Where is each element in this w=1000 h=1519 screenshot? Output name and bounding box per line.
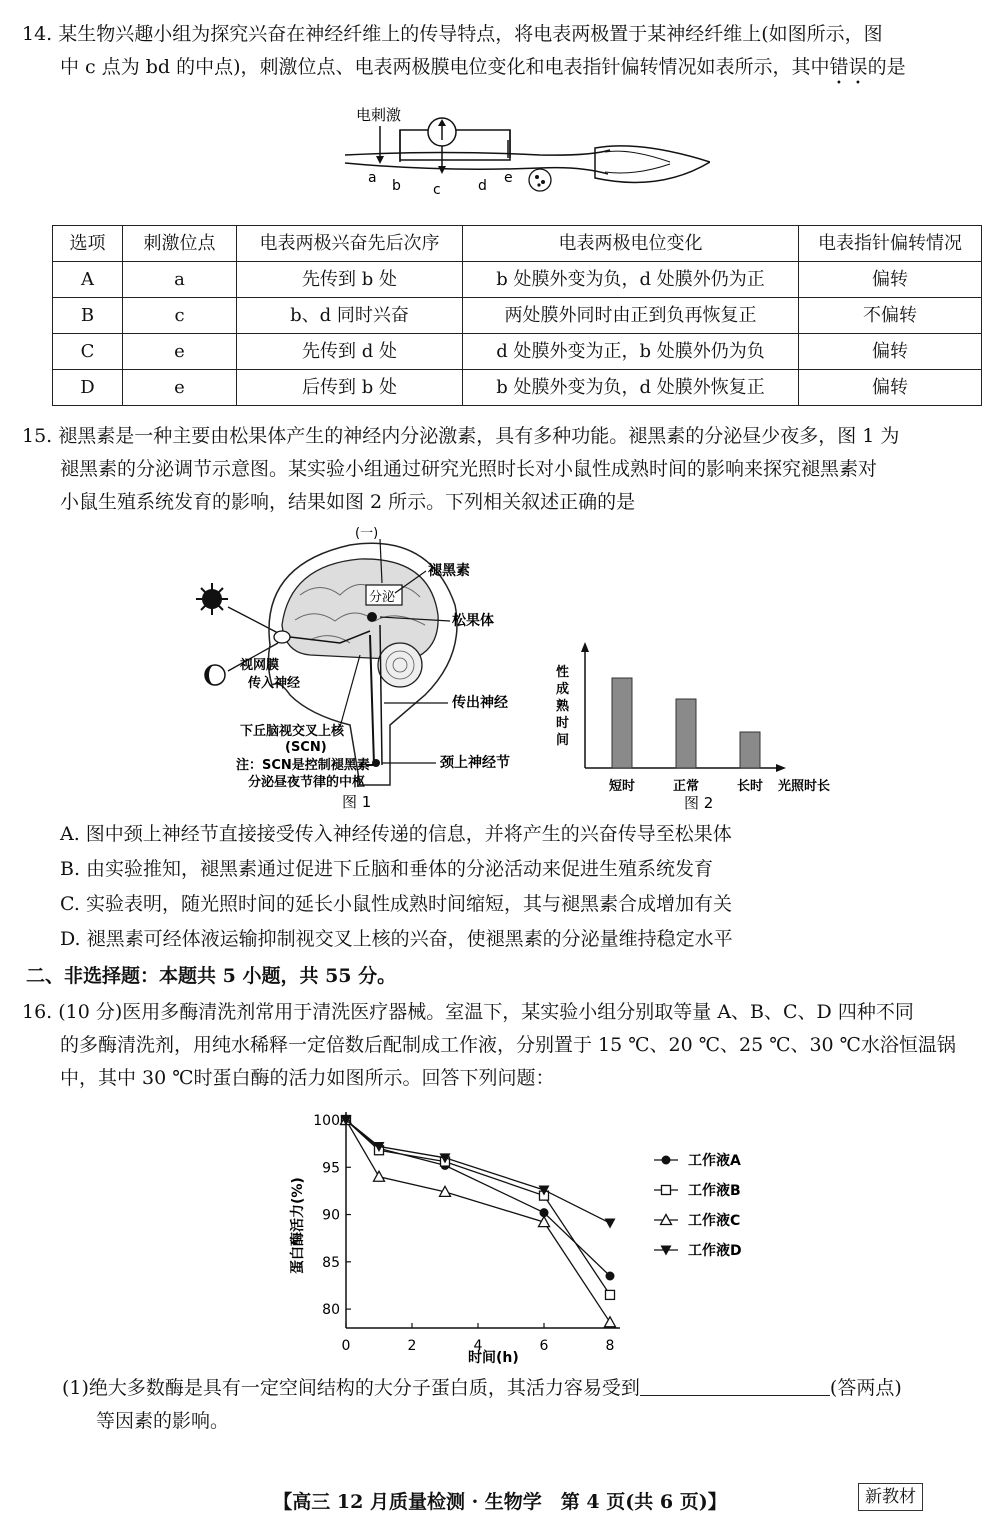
table-cell: c: [123, 298, 237, 334]
question-16: [22, 996, 982, 1095]
legend-label: 工作液A: [688, 1153, 741, 1169]
data-point: [605, 1219, 616, 1229]
ylabel-char: 间: [556, 733, 570, 748]
bar-短时: [612, 678, 632, 768]
table-cell: 先传到 b 处: [237, 262, 463, 298]
table-header: 选项: [53, 226, 123, 262]
table-header: 电表指针偏转情况: [799, 226, 982, 262]
figure-1-brain: [190, 525, 530, 810]
table-row: [53, 334, 982, 370]
table-row: [53, 262, 982, 298]
x-tick-label: 8: [605, 1338, 615, 1354]
option-b: B. 由实验推知，褪黑素通过促进下丘脑和垂体的分泌活动来促进生殖系统发育: [60, 858, 714, 880]
legend-item: [654, 1182, 741, 1199]
q16-sub-1: [62, 1372, 982, 1438]
q16-sub1-line2: 等因素的影响。: [96, 1410, 230, 1432]
q14-line1: 14. 某生物兴趣小组为探究兴奋在神经纤维上的传导特点，将电表两极置于某神经纤维上(如图所示，图: [22, 23, 883, 45]
data-point: [606, 1272, 615, 1281]
table-header: 电表两极兴奋先后次序: [237, 226, 463, 262]
table-cell: 偏转: [799, 334, 982, 370]
pineal-gland: [367, 612, 377, 622]
q16-line1: 16. (10 分)医用多酶清洗剂常用于清洗医疗器械。室温下，某实验小组分别取等量 A、B、C、D 四种不同: [22, 1001, 914, 1023]
data-point: [605, 1317, 616, 1327]
table-header: 刺激位点: [123, 226, 237, 262]
table-cell: e: [123, 334, 237, 370]
table-cell: b 处膜外变为负，d 处膜外仍为正: [463, 262, 799, 298]
table-cell: 不偏转: [799, 298, 982, 334]
table-cell: e: [123, 370, 237, 406]
q16-line2: 的多酶清洗剂，用纯水稀释一定倍数后配制成工作液，分别置于 15 ℃、20 ℃、25 ℃、30 ℃水浴恒温锅: [60, 1034, 956, 1056]
chart-ylabel-text: 蛋白酶活力(%): [290, 1177, 306, 1274]
label-ganglion: 颈上神经节: [440, 755, 510, 771]
stimulus-label: 电刺激: [356, 106, 402, 124]
ylabel-char: 性: [556, 665, 570, 680]
table-cell: A: [53, 262, 123, 298]
nerve-fiber-figure: [340, 100, 710, 210]
chart-xlabel: 时间(h): [468, 1350, 519, 1366]
label-pineal: 松果体: [452, 613, 494, 629]
series-工作液D: [341, 1116, 616, 1229]
question-15: [22, 420, 982, 519]
figure-2-xlabel: 光照时长: [778, 779, 831, 794]
label-note-1: 注：SCN是控制褪黑素: [236, 758, 370, 773]
label-melatonin: 褪黑素: [428, 563, 470, 579]
table-cell: b 处膜外变为负，d 处膜外恢复正: [463, 370, 799, 406]
table-cell: 先传到 d 处: [237, 334, 463, 370]
ylabel-char: 成: [556, 682, 570, 697]
y-tick-label: 100: [313, 1113, 340, 1129]
y-tick-label: 90: [322, 1207, 340, 1224]
figure-1-caption: 图 1: [342, 793, 372, 810]
table-cell: 后传到 b 处: [237, 370, 463, 406]
figure-2-bar-chart: [550, 640, 850, 812]
table-row: [53, 370, 982, 406]
section-2-heading: 二、非选择题：本题共 5 小题，共 55 分。: [26, 965, 397, 987]
label-afferent: 传入神经: [248, 676, 301, 691]
ylabel-char: 时: [556, 716, 570, 731]
ylabel-char: 熟: [556, 699, 570, 714]
point-b: b: [392, 178, 401, 194]
legend-item: [654, 1242, 742, 1259]
y-tick-label: 80: [322, 1302, 340, 1319]
q16-sub1-line1: (1)绝大多数酶是具有一定空间结构的大分子蛋白质，其活力容易受到 (答两点): [62, 1377, 902, 1399]
table-cell: D: [53, 370, 123, 406]
table-cell: C: [53, 334, 123, 370]
label-retina: 视网膜: [240, 658, 280, 673]
point-e: e: [504, 170, 513, 186]
table-header-row: [53, 226, 982, 262]
legend-label: 工作液D: [688, 1243, 742, 1259]
bar-正常: [676, 699, 696, 768]
label-note-2: 分泌昼夜节律的中枢: [248, 775, 366, 790]
data-point: [606, 1290, 615, 1299]
legend-label: 工作液C: [688, 1213, 741, 1229]
new-textbook-stamp: 新教材: [858, 1483, 923, 1511]
figure-2-ylabel: [555, 664, 570, 748]
table-cell: 两处膜外同时由正到负再恢复正: [463, 298, 799, 334]
q14-line2: 中 c 点为 bd 的中点)，刺激位点、电表两极膜电位变化和电表指针偏转情况如表所示，其中错误的是: [60, 56, 906, 78]
page-footer: 【高三 12 月质量检测 · 生物学 第 4 页(共 6 页)】: [273, 1491, 727, 1513]
table-header: 电表两极电位变化: [463, 226, 799, 262]
point-a: a: [368, 170, 377, 186]
figure-2-caption: 图 2: [684, 794, 714, 812]
data-point: [374, 1171, 385, 1181]
table-cell: d 处膜外变为正，b 处膜外仍为负: [463, 334, 799, 370]
answer-blank[interactable]: [640, 1375, 830, 1396]
label-secretion: 分泌: [369, 590, 396, 605]
chart-ylabel: [289, 1177, 306, 1274]
series-工作液A: [342, 1116, 615, 1281]
table-cell: 偏转: [799, 262, 982, 298]
q15-line1: 15. 褪黑素是一种主要由松果体产生的神经内分泌激素，具有多种功能。褪黑素的分泌昼少夜多，图 1 为: [22, 425, 900, 447]
option-d: D. 褪黑素可经体液运输抑制视交叉上核的兴奋，使褪黑素的分泌量维持稳定水平: [60, 928, 733, 950]
bar-长时: [740, 732, 760, 768]
legend-item: [654, 1152, 741, 1169]
table-cell: 偏转: [799, 370, 982, 406]
y-tick-label: 95: [322, 1160, 340, 1177]
bar-category-label: 正常: [672, 779, 700, 794]
label-minus: (一): [355, 526, 379, 541]
x-tick-label: 4: [473, 1338, 483, 1354]
enzyme-activity-chart: [280, 1100, 800, 1370]
q15-line2: 褪黑素的分泌调节示意图。某实验小组通过研究光照时长对小鼠性成熟时间的影响来探究褪黑素对: [60, 458, 878, 480]
q16-line3: 中，其中 30 ℃时蛋白酶的活力如图所示。回答下列问题：: [60, 1067, 555, 1089]
x-tick-label: 6: [539, 1338, 549, 1354]
table-row: [53, 298, 982, 334]
table-cell: a: [123, 262, 237, 298]
label-efferent: 传出神经: [452, 695, 508, 711]
q15-options: [60, 818, 980, 956]
x-tick-label: 0: [341, 1338, 351, 1354]
y-tick-label: 85: [322, 1254, 340, 1271]
table-cell: B: [53, 298, 123, 334]
option-c: C. 实验表明，随光照时间的延长小鼠性成熟时间缩短，其与褪黑素合成增加有关: [60, 893, 732, 915]
legend-label: 工作液B: [688, 1183, 741, 1199]
emphasis-wrong: 错误: [829, 56, 868, 78]
point-d: d: [478, 178, 487, 194]
bar-category-label: 长时: [736, 779, 764, 794]
label-scn-abbr: (SCN): [285, 740, 327, 755]
x-tick-label: 2: [407, 1338, 417, 1354]
point-c: c: [433, 182, 441, 198]
option-a: A. 图中颈上神经节直接接受传入神经传递的信息，并将产生的兴奋传导至松果体: [60, 823, 732, 845]
label-scn: 下丘脑视交叉上核: [240, 724, 345, 739]
table-cell: b、d 同时兴奋: [237, 298, 463, 334]
bar-category-label: 短时: [608, 779, 636, 794]
question-14: [22, 18, 982, 89]
q15-line3: 小鼠生殖系统发育的影响，结果如图 2 所示。下列相关叙述正确的是: [60, 491, 636, 513]
legend-item: [654, 1212, 740, 1229]
q14-options-table: [52, 225, 982, 406]
